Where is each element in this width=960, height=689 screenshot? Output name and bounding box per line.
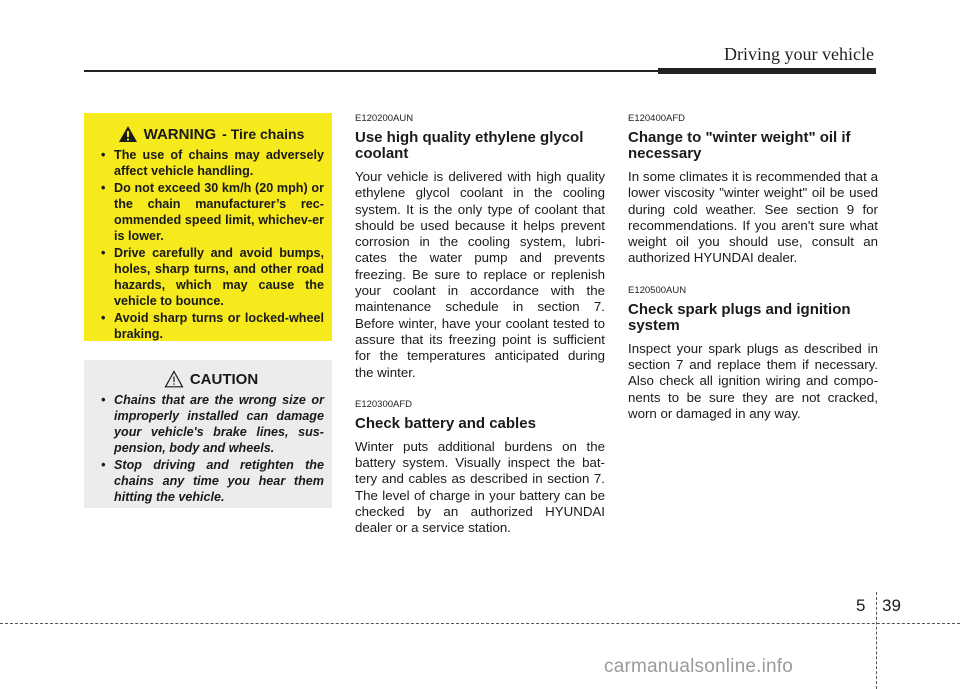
watermark: carmanualsonline.info	[604, 656, 794, 677]
warning-title: WARNING	[143, 125, 217, 143]
middle-column	[355, 113, 605, 555]
section-body: Inspect your spark plugs as described in section 7 and replace them if necessary. Also check all ignition wiring and compo-nents to be sure they are not cracked, worn or damaged in any way.	[628, 340, 878, 421]
chapter-number: 5	[856, 596, 866, 615]
caution-box	[84, 360, 332, 508]
section-title: Check spark plugs and ignition system	[628, 300, 851, 334]
caution-heading	[98, 370, 324, 388]
warning-heading	[98, 125, 324, 143]
section-code: E120500AUN	[628, 284, 687, 296]
section-body: Winter puts additional burdens on the battery system. Visually inspect the bat-tery and cables as described in section 7. The level of charge in your battery can be checked by an authorized HYUNDAI dealer or a service station.	[355, 438, 605, 536]
section-code: E120400AFD	[628, 113, 686, 124]
warning-item: • Avoid sharp turns or locked-wheel braking.	[98, 310, 324, 342]
section-code: E120200AUN	[355, 113, 414, 124]
page-header-title: Driving your vehicle	[724, 44, 874, 64]
right-column	[628, 113, 878, 440]
section-title: Change to "winter weight" oil if necessary	[628, 129, 851, 162]
caution-triangle-icon	[164, 370, 184, 388]
section-title: Check battery and cables	[355, 414, 536, 432]
header-rule-accent	[658, 68, 876, 74]
warning-triangle-icon	[118, 125, 138, 143]
warning-item: • The use of chains may adversely affect vehicle handling.	[98, 147, 324, 179]
caution-item: • Chains that are the wrong size or improperly installed can damage your vehicle's brake lines, sus-pension, body and wheels.	[98, 392, 324, 456]
footer-divider	[876, 592, 877, 689]
warning-item: • Do not exceed 30 km/h (20 mph) or the chain manufacturer’s rec-ommended speed limit, whichev-er is lower.	[98, 180, 324, 244]
caution-list	[98, 392, 324, 505]
footer-rule	[0, 623, 960, 624]
warning-item: • Drive carefully and avoid bumps, holes, sharp turns, and other road hazards, which may cause the vehicle to bounce.	[98, 245, 324, 309]
section-body: Your vehicle is delivered with high quality ethylene glycol coolant in the cooling system. It is the only type of coolant that should be used because it helps prevent corrosion in the cooling system, lubri-cates the water pump and prevents freezing. Be sure to replace or replenish your coolant in accordance with the maintenance schedule in section 7. Before winter, have your coolant tested to assure that its freezing point is sufficient for the temperatures anticipated during the winter.	[355, 169, 605, 380]
section-body: In some climates it is recommended that a lower viscosity "winter weight" oil be used during cold weather. See section 9 for recommendations. If you aren't sure what weight oil you should use, consult an authorized HYUNDAI dealer.	[628, 169, 878, 266]
header-rule	[84, 70, 664, 72]
page-number: 39	[882, 596, 901, 615]
warning-subtitle: - Tire chains	[222, 126, 305, 142]
caution-item: • Stop driving and retighten the chains any time you hear them hitting the vehicle.	[98, 457, 324, 505]
warning-list	[98, 147, 324, 342]
caution-title: CAUTION	[189, 370, 259, 388]
section-title: Use high quality ethylene glycol coolant	[355, 129, 584, 162]
warning-box	[84, 113, 332, 341]
section-code: E120300AFD	[355, 398, 413, 410]
